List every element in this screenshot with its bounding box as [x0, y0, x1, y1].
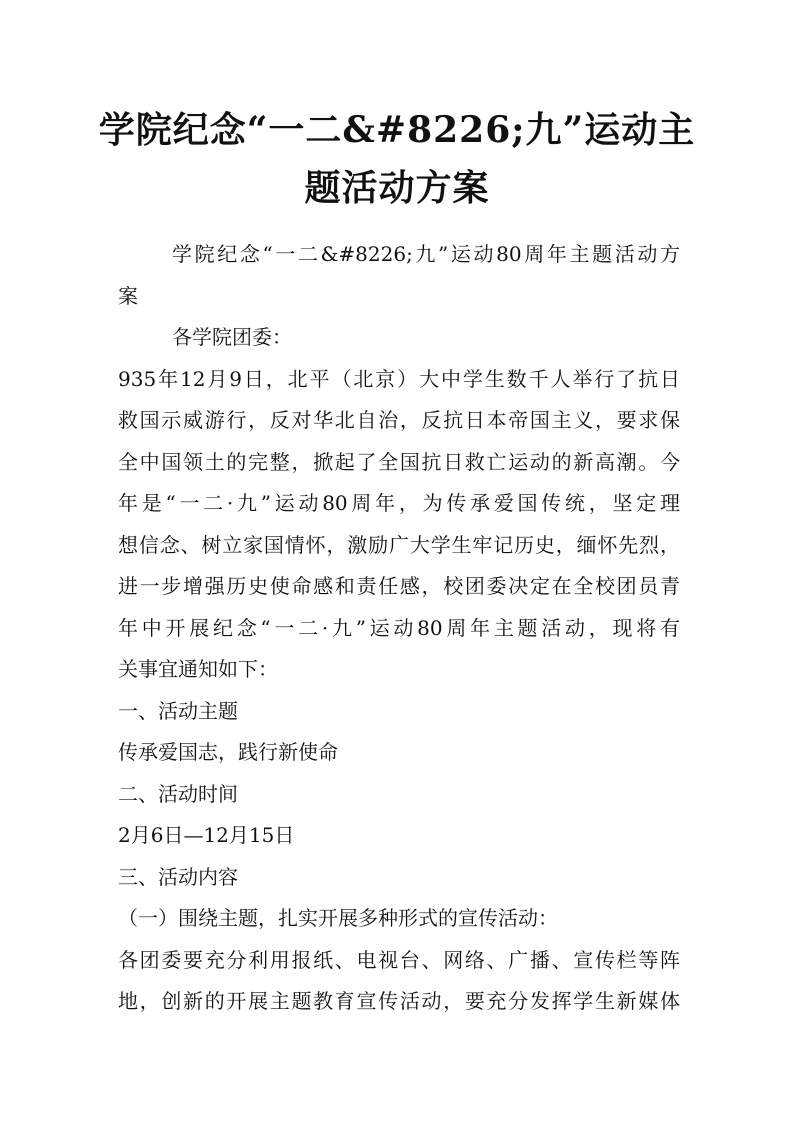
paragraph-line: 进一步增强历史使命感和责任感，校团委决定在全校团员青 [118, 574, 680, 598]
paragraph-line: 935年12月9日，北平（北京）大中学生数千人举行了抗日 [118, 366, 680, 391]
paragraph-line: 年中开展纪念“一二·九”运动80周年主题活动，现将有 [118, 615, 680, 640]
section-content: 传承爱国志，践行新使命 [118, 740, 338, 764]
paragraph-line: 年是“一二·九”运动80周年，为传承爱国传统，坚定理 [118, 491, 680, 515]
paragraph-line: 想信念、树立家国情怀，激励广大学生牢记历史，缅怀先烈， [118, 532, 680, 557]
section-heading: 三、活动内容 [118, 864, 238, 889]
paragraph-line: 各团委要充分利用报纸、电视台、网络、广播、宣传栏等阵 [118, 947, 680, 972]
paragraph-line: 关事宜通知如下： [118, 657, 278, 681]
subtitle-line: 案 [118, 283, 138, 308]
paragraph-line: 全中国领土的完整，掀起了全国抗日救亡运动的新高潮。今 [118, 449, 680, 474]
paragraph-line: 地，创新的开展主题教育宣传活动，要充分发挥学生新媒体 [118, 989, 680, 1013]
salutation: 各学院团委： [172, 325, 292, 349]
document-title-line-1: 学院纪念“一二&#8226;九”运动主 [98, 109, 696, 151]
section-content: 2月6日—12月15日 [118, 823, 295, 847]
document-title-line-2: 题活动方案 [304, 167, 490, 209]
subsection-heading: （一）围绕主题，扎实开展多种形式的宣传活动： [118, 906, 558, 930]
section-heading: 一、活动主题 [118, 698, 238, 723]
subtitle-line: 学院纪念“一二&#8226;九”运动80周年主题活动方 [172, 242, 680, 266]
document-body [118, 234, 680, 1023]
paragraph-line: 救国示威游行，反对华北自治，反抗日本帝国主义，要求保 [118, 408, 680, 432]
section-heading: 二、活动时间 [118, 781, 238, 806]
